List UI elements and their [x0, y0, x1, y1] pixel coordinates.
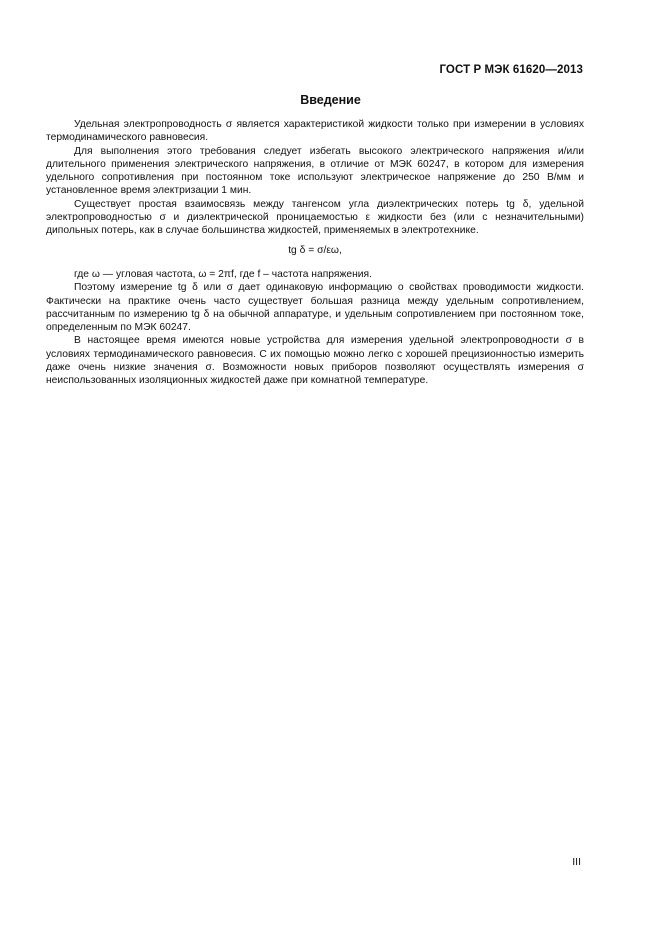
- formula: tg δ = σ/εω,: [288, 244, 342, 256]
- paragraph-3: Существует простая взаимосвязь между тангенсом угла диэлектрических потерь tg δ, удельной электропроводностью σ и диэлектрической проницаемостью ε жидкости без (или с незначительными) дипольных потерь, как в случае большинства жидкостей, применяемых в электротехнике.: [46, 198, 584, 237]
- document-body: [46, 118, 584, 388]
- standard-code-header: ГОСТ Р МЭК 61620—2013: [439, 64, 583, 76]
- paragraph-4: где ω — угловая частота, ω = 2πf, где f – частота напряжения.: [74, 268, 372, 280]
- paragraph-2: Для выполнения этого требования следует избегать высокого электрического напряжения и/или длительного применения электрического напряжения, в отличие от МЭК 60247, в котором для измерения удельного сопротивления при постоянном токе используют электрическое напряжение до 250 В/мм и установленное время электризации 1 мин.: [46, 145, 584, 197]
- paragraph-1: Удельная электропроводность σ является характеристикой жидкости только при измерении в условиях термодинамического равновесия.: [46, 119, 584, 144]
- page-title: Введение: [300, 93, 361, 107]
- page-number: III: [572, 856, 581, 868]
- paragraph-6: В настоящее время имеются новые устройства для измерения удельной электропроводности σ в условиях термодинамического равновесия. С их помощью можно легко с хорошей прецизионностью измерить даже очень низкие значения σ. Возможности новых приборов позволяют осуществлять измерения σ неиспользованных изоляционных жидкостей даже при комнатной температуре.: [46, 335, 584, 387]
- paragraph-5: Поэтому измерение tg δ или σ дает одинаковую информацию о свойствах проводимости жидкости. Фактически на практике очень часто существует большая разница между удельным сопротивлением, рассчитанным по измерению tg δ на обычной аппаратуре, и удельным сопротивлением при постоянном токе, определенным по МЭК 60247.: [46, 282, 584, 334]
